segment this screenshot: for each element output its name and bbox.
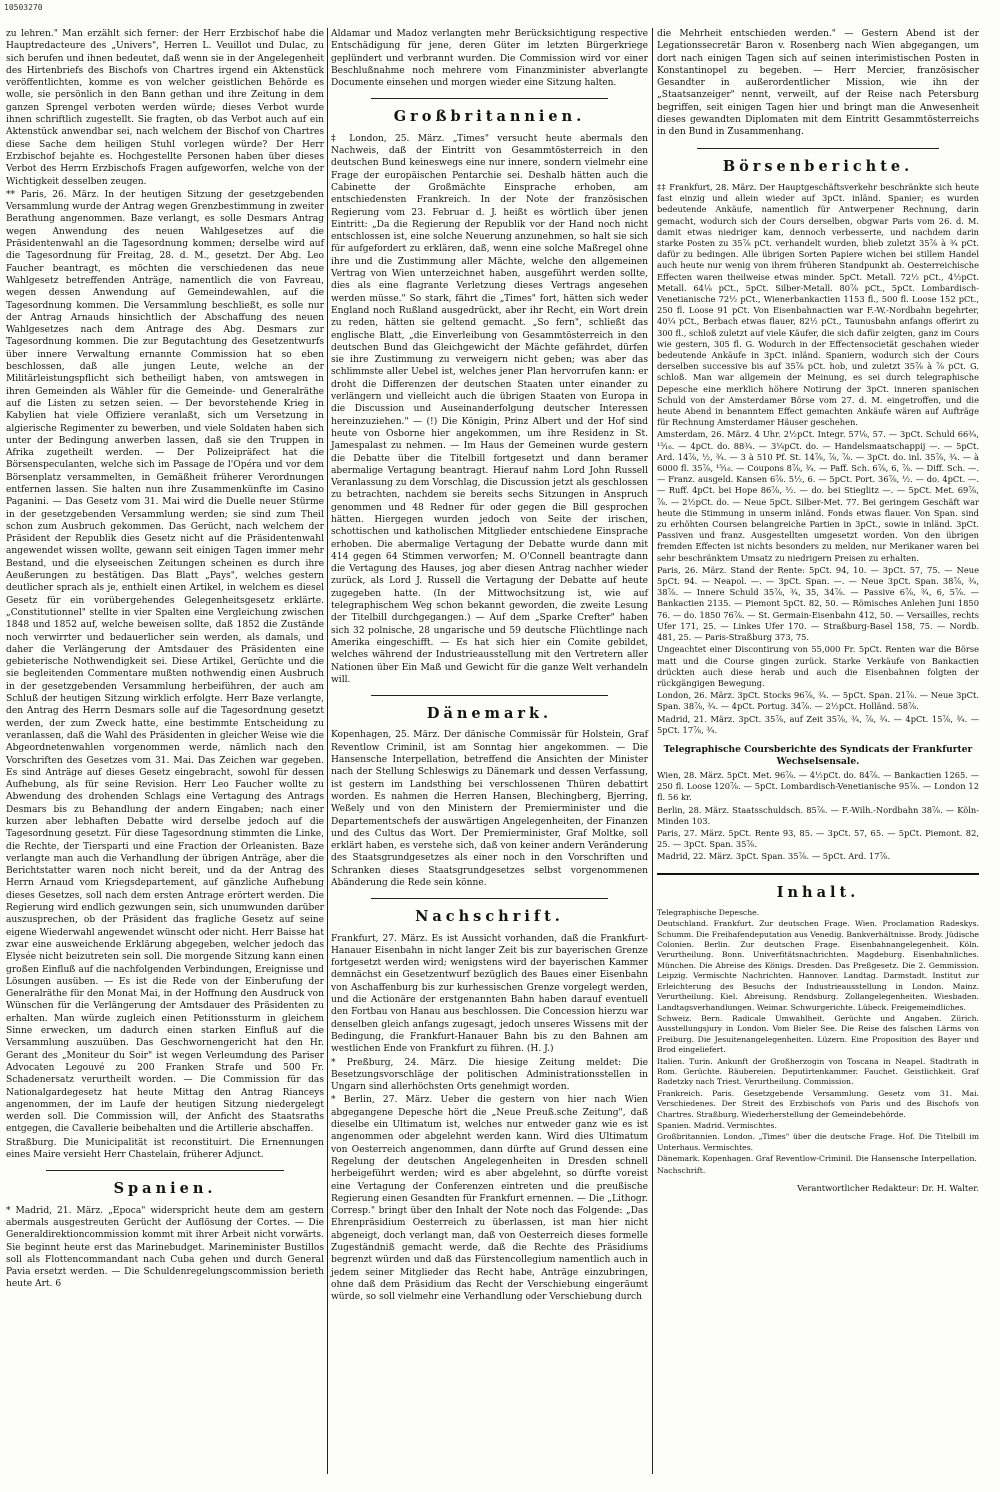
section-heading-denmark: Dänemark. bbox=[426, 705, 553, 723]
berlin-rates: Berlin, 28. März. Staatsschuldsch. 85⅞. — F.-Wilh.-Nordbahn 38⅞. — Köln-Minden 103. bbox=[657, 804, 979, 826]
column-rule-right bbox=[652, 28, 653, 1474]
section-divider bbox=[657, 873, 979, 875]
paris-rates: Paris, 27. März. 5pCt. Rente 93, 85. — 3pCt. 57, 65. — 5pCt. Piemont. 82, 25. — 3pCt. Span. 35⅞. bbox=[657, 827, 979, 850]
contents-entry: Dänemark. Kopenhagen. Graf Reventlow-Criminil. Die Hansensche Interpellation. bbox=[657, 1154, 977, 1164]
section-heading-stock-reports: Börsenberichte. bbox=[722, 157, 914, 175]
section-divider bbox=[371, 898, 608, 899]
column-1 bbox=[6, 28, 324, 1292]
paris-archbishop-paragraph: zu lehren." Man erzählt sich ferner: der Herr Erzbischof habe die Hauptredacteure des „Univers", Herren L. Veuillot und Dulac, zu sich berufen und ihnen bedeutet, daß wenn sie in der Angelegenheit des Hirtenbriefs des Bischofs von Chartres irgend ein Aktenstück veröffentlichten, komme es von welcher geistlichen Behörde es wolle, sie persönlich in den Bann gethan und ihre Zeitung in dem ganzen Sprengel verboten werden würde; dieses Verbot wurde ihnen schriftlich zugestellt. Sie fragten, ob das Verbot auch auf ein Aktenstück anwendbar sei, nach welchem der Bischof von Chartres diese Sache dem heiligen Stuhl vorlegen würde? Der Herr Erzbischof bejahte es. Hochgestellte Personen haben über dieses Verbot des Herrn Erzbischofs Fragen aufgeworfen, welche von der Wichtigkeit desselben zeugen. bbox=[6, 29, 324, 187]
contents-entry: Schweiz. Bern. Radicale Umwahlheit. Gerüchte und Angaben. Zürich. Ausstellungsjury in London. Vom Bieler See. Die Reise des falschen Lärms von Freiburg. Die Jesuitenangelegenheiten. Lüzern. Eine Proposition des Bayer und Brod eingeliefert. bbox=[657, 1013, 979, 1055]
spain-continued-paragraph: Aldamar und Madoz verlangten mehr Berücksichtigung respective Entschädigung für jene, deren Güter im letzten Bürgerkriege geplündert und verbrannt wurden. Die Commission wird vor einer Beschlußnahme noch mehrere vom Finanzminister abverlangte Documente einsehen und morgen wieder eine Sitzung halten. bbox=[331, 29, 648, 89]
copenhagen-paragraph: Kopenhagen, 25. März. Der dänische Commissär für Holstein, Graf Reventlow Criminil, ist am Sonntag hier angekommen. — Die Hansensche Interpellation, betreffend die Ansichten der Minister nach der Stellung Schleswigs zu Dänemark und dessen Verfassung, ist gestern im Landsthing bei verschlossenen Thüren debattirt worden. Es nahmen die Herren Hansen, Blechingberg, Bjerring, Weßely und von den Ministern der Premierminister und die Departementschefs der auswärtigen Angelegenheiten, der Finanzen und des Cultus das Wort. Der Premierminister, Graf Moltke, soll erklärt haben, es verstehe sich, daß von keiner andern Veränderung des Staatsgrundgesetzes als einer noch in den Vorschriften und Schranken dieses Staatsgrundgesetzes selbst vorgenommenen Abänderung die Rede sein könne. bbox=[331, 730, 648, 888]
contents-entry: Spanien. Madrid. Vermischtes. bbox=[657, 1120, 777, 1130]
frankfurt-postscript-paragraph: Frankfurt, 27. März. Es ist Aussicht vorhanden, daß die Frankfurt-Hanauer Eisenbahn in nicht langer Zeit bis zur bayerischen Grenze fortgesetzt werden wird; wenigstens wird der bayerischen Kammer demnächst ein Gesetzentwurf bezüglich des Baues einer Eisenbahn von Aschaffenburg bis zur kurhessischen Grenze vorgelegt werden, und die Actionäre der erstgenannten Bahn haben darauf eventuell den Fortbau von Hanau aus beschlossen. Die Concession hierzu war denselben gleich anfangs zugesagt, jedoch unseres Wissens mit der Bedingung, die Frankfurt-Hanauer Bahn bis zu den Bahnen am westlichen Ende von Frankfurt zu führen. (H. J.) bbox=[331, 933, 648, 1055]
paris-assembly-paragraph: ** Paris, 26. März. In der heutigen Sitzung der gesetzgebenden Versammlung wurde der Antrag wegen Grenzbestimmung in zweiter Berathung angenommen. Baze verlangt, es solle Desmars Antrag wegen Anwendung des neuen Wahlgesetzes auf die Präsidentenwahl an die Tagesordnung kommen; derselbe wird auf die Tagesordnung für Freitag, 28. d. M., gesetzt. Der Abg. Leo Faucher beantragt, es möchten die verschiedenen das neue Wahlgesetz betreffenden Anträge, namentlich die von Favreau, wegen dessen Anwendung auf Gemeindewahlen, auf die Tagesordnung kommen. Die Versammlung beschließt, es solle nur der Antrag Arnauds hinsichtlich der Abschaffung des neuen Wahlgesetzes nach dem Antrage des Abg. Desmars zur Tagesordnung kommen. Die zur Begutachtung des Gesetzentwurfs über innere Verwaltung ernannte Commission hat so eben beschlossen, daß alle jungen Leute, welche an der Militärleistungspflicht sich betheiligt haben, von amtswegen in ihren Gemeinden als Wähler für die Gemeinde- und Generalräthe auf die Listen zu setzen seien. — Der bevorstehende Krieg in Kabylien hat viele Offiziere veranlaßt, sich um Versetzung in algierische Regimenter zu bewerben, und viele Soldaten haben sich unter der Bedingung anwerben lassen, daß sie den Truppen in Afrika zugetheilt werden. — Der Polizeipräfect hat die Börsenspeculanten, welche sich im Passage de l'Opéra und vor dem Börsenplatz versammelten, in Gemäßheit früherer Verordnungen entfernen lassen. Sie halten nun ihre Zusammenkünfte im Casino Paganini. — Das Gesetz vom 31. Mai wird die Duelle neuer Stürme in der gesetzgebenden Versammlung werden; sie sind zum Theil schon zum Ausbruch gekommen. Das Gerücht, nach welchem der Präsident der Republik dies Gesetz nicht auf die Präsidentenwahl angewendet wissen wollte, gewann seit einigen Tagen immer mehr Bestand, und die elyseeischen Zeitungen scheinen es durch ihre Aeußerungen zu bestätigen. Das Blatt „Pays", welches gestern deutlicher sprach als je, enthielt einen Artikel, in welchem es diesel Gesetz für ein vorübergehendes Gelegenheitsgesetz erklärte. „Constitutionnel" stellte in vier Spalten eine Vergleichung zwischen 1848 und 1852 auf, welche beweisen sollte, daß 1852 die Zustände noch verwirrter und bedauerlicher sein werden, als damals, und daher die Verlängerung der Amtsdauer des Präsidenten eine gebieterische Nothwendigkeit sei. Diese Artikel, Gerüchte und die sie begleitenden Commentare mußten nothwendig einen Ausbruch in der gesetzgebenden Versammlung herbeiführen, der auch am Schluß der heutigen Sitzung wirklich erfolgte. Herr Baze verlangte, den Antrag des Herrn Desmars solle auf die Tagesordnung gesetzt werden, der zum Zweck hatte, eine bestimmte Entscheidung zu veranlassen, daß die Wahl des Präsidenten in gleicher Weise wie die Abgeordnetenwahlen vorgenommen werde, nämlich nach den Vorschriften des Gesetzes vom 31. Mai. Das Zeichen war gegeben. Es sind Anträge auf dieses Gesetz eingebracht, sowohl für dessen Aufhebung, als für seine Revision. Herr Leo Faucher wollte zu Abwendung des drohenden Schlags eine Vertagung des Antrags Desmars bis zu Behandlung der andern Eingaben; nach einer kurzen aber lebhaften Debatte wird derselbe jedoch auf die Tagesordnung gesetzt. Für diese Tagesordnung stimmten die Linke, die Rechte, der Tiersparti und eine Fraction der Orleanisten. Baze verlangte man auch die Verhandlung der übrigen Anträge, aber die Berichtstatter waren noch nicht bereit, und da der Antrag des Herrn Arnaud vom Kriegsdepartement, auf gänzliche Aufhebung dieses Gesetzes, soll nach dem ersten Antrage erörtert werden. Die Regierung wird endlich gezwungen sein, sich unumwunden darüber auszusprechen, ob der Präsident das fragliche Gesetz auf seine eigene Wiederwahl angewendet wünscht oder nicht. Herr Baisse hat zwar eine ausweichende Erklärung abgegeben, welcher jedoch das Elysée nicht beizutreten sein soll. Die morgende Sitzung kann einen großen Einfluß auf die nachfolgenden Verbindungen, Ereignisse und Lösungen ausüben. — Es ist die Rede von der Einberufung der Generalräthe für den Monat Mai, in der Hoffnung den Ausdruck von Wünschen für die Verlängerung der Amtsdauer des Präsidenten zu erhalten. Man würde zugleich einen Petitionssturm in gleichem Sinne erwecken, um dadurch einen starken Einfluß auf die Versammlung auszuüben. Das Geschwornengericht hat den Hr. Gerant des „Moniteur du Soir" ist wegen Verleumdung des Pariser Advocaten Legouvé zu 200 Franken Strafe und 500 Fr. Schadenersatz verurtheilt worden. — Die Commission für das Nationalgardegesetz hat heute Mittag den Antrag Rianceys angenommen, der im Laufe der heutigen Sitzung niedergelegt werden soll. Die Commission will, der Anficht des Staatsraths entgegen, die Cavallerie beibehalten und die Artillerie abschaffen. bbox=[6, 189, 324, 1135]
wien-rates: Wien, 28. März. 5pCt. Met. 96⅞. — 4½pCt. do. 84⅞. — Bankactien 1265. — 250 fl. Loose 120⅞. — 5pCt. Lombardisch-Venetianische 95⅞. — London 12 fl. 56 kr. bbox=[657, 769, 979, 803]
madrid-exchange-paragraph: Madrid, 21. März. 3pCt. 35⅞, auf Zeit 35⅞, ¾, ⅞, ¾. — 4pCt. 15⅞, ¾. — 5pCt. 17⅞, ¾. bbox=[657, 713, 979, 735]
archive-page-id: 10503270 bbox=[4, 3, 43, 12]
column-2 bbox=[331, 28, 648, 1305]
amsterdam-exchange-paragraph: Amsterdam, 26. März. 4 Uhr. 2½pCt. Integr. 57⅛, 57. — 3pCt. Schuld 66¾, ¹⁵⁄₁₆. — 4pCt. do. 88¾. — 3¼pCt. do. — Handelsmaatschappij —. — 5pCt. Ard. 14⅞, ½, ¾. — 3 à 510 Pf. St. 14⅞, ⅞, ⅞. — 3pCt. do. inl. 35⅞, ¾. — à 6000 fl. 35⅞, ¹⁵⁄₁₆. — Coupons 8⅞, ¾. — Paff. Sch. 6⅞, 6, ⅞. — Diff. Sch. —. — Franz. ausgeld. Kansen 6⅞. 5½, 6. — 5pCt. Port. 36⅞, ½. — do. 4pCt. —. — Ruff. 4pCt. bei Hope 86⅞, ½. — do. bei Stieglitz —. — 5pCt. Met. 69⅞, ⅞. — 2½pCt. do. — Neue 5pCt. Silber-Met. 77. Bei geringem Geschäft war heute die Stimmung in unserm inländ. Fonds etwas flauer. Von Span. sind zu erhöhten Coursen belangreiche Partien in 3pCt., sowie in inländ. 3pCt. Passiven und franz. Ausgestellten umgesetzt worden. Von den übrigen fremden Effecten ist nichts besonders zu melden, nur Merikaner waren bei sehr beschränktem Umsatz zu niedrigern Preisen zu erhalten. bbox=[657, 429, 979, 563]
telegraph-rates-heading: Telegraphische Coursberichte des Syndicats der Frankfurter Wechselsensale. bbox=[663, 743, 973, 767]
section-heading-great-britain: Großbritannien. bbox=[393, 108, 586, 126]
section-heading-spain: Spanien. bbox=[113, 1180, 217, 1198]
berlin-paragraph: * Berlin, 27. März. Ueber die gestern von hier nach Wien abgegangene Depesche hört die „Neue Preuß.sche Zeitung", daß dieselbe ein Ultimatum ist, welches nur entweder ganz wie es ist angenommen oder abgelehnt werden kann. Wird dies Ultimatum von Oesterreich angenommen, dann dürfte auf Grund dessen eine Regelung der deutschen Angelegenheiten in Dresden schnell herbeigeführt werden; wird es aber abgelehnt, so dürfte voreist eine Vertagung der Conferenzen eintreten und die preußische Regierung einen Gesandten für Frankfurt ernennen. — Die „Lithogr. Corresp." bringt über den Inhalt der Note noch das Folgende: „Das Ehrenpräsidium Oesterreich zu überlassen, ist man hier nicht abgeneigt, doch verlangt man, daß von Oesterreich dieses formelle Zugeständniß gemacht werde, daß die Rechte des Präsidiums begrenzt würden und daß das Fürstencollegium namentlich auch in jedem seiner Mitglieder das Recht habe, Anträge einzubringen, ohne daß dem Präsidium das Recht der Verschiebung eingeräumt würde, so soll vielmehr eine Verhandlung oder Verschiebung durch bbox=[331, 1095, 648, 1303]
paris-exchange-paragraph: Paris, 26. März. Stand der Rente: 5pCt. 94, 10. — 3pCt. 57, 75. — Neue 5pCt. 94. — Neapol. —. — 3pCt. Span. —. — Neue 3pCt. Span. 38⅞, ¾, 38⅞. — Innere Schuld 35⅞, ¾, 35, 34⅞. — Passive 6⅞, ¾, 6, 5⅞. — Bankactien 2135. — Piemont 5pCt. 82, 50. — Römisches Anlehen Juni 1850 76. — do. 1850 76⅞. — St. Germain-Eisenbahn 412, 50. — Versailles, rechts Ufer 171, 25. — Linkes Ufer 170. — Straßburg-Basel 158, 75. — Nordb. 481, 25. — Paris-Straßburg 373, 75. bbox=[657, 564, 979, 643]
contents-entry: Italien. Turin. Ankunft der Großherzogin von Toscana in Neapel. Stadtrath in Rom. Gerüchte. Räubereien. Deputirtenkammer. Fauchet. Geistlichkeit. Graf Radetzky nach Triest. Verurtheilung. Commission. bbox=[657, 1056, 979, 1087]
section-divider bbox=[371, 695, 608, 696]
contents-entry: Nachschrift. bbox=[657, 1165, 706, 1175]
berlin-continued-paragraph: die Mehrheit entschieden werden." — Gestern Abend ist der Legationssecretär Baron v. Rosenberg nach Wien abgegangen, um dort nach einigen Tagen sich auf seinen interimistischen Posten in Konstantinopel zu begeben. — Herr Mercier, französischer Gesandter in außerordentlicher Mission, wie ihn der „Staatsanzeiger" nennt, verweilt, auf der Reise nach Petersburg begriffen, seit einigen Tagen hier und bringt man die Anwesenheit dieses gewandten Diplomaten mit dem Eintritt Gesammtösterreichs in den Bund in Zusammenhang. bbox=[657, 29, 979, 138]
paris-exchange-note: Ungeachtet einer Discontirung von 55,000 Fr. 5pCt. Renten war die Börse matt und die Course gingen zurück. Starke Verkäufe von Bankactien drückten auch diese herab und auch die Eisenbahnen folgten der rückgängigen Bewegung. bbox=[657, 644, 979, 688]
pressburg-paragraph: * Preßburg, 24. März. Die hiesige Zeitung meldet: Die Besetzungsvorschläge der politischen Administrationsstellen in Ungarn sind allerhöchsten Orts genehmigt worden. bbox=[331, 1057, 648, 1093]
column-3 bbox=[657, 28, 979, 1194]
column-rule-left bbox=[327, 28, 328, 1474]
section-divider bbox=[46, 1170, 284, 1171]
section-divider bbox=[371, 98, 608, 99]
contents-entry: Telegraphische Depesche. bbox=[657, 907, 760, 917]
madrid-rates: Madrid, 22. März. 3pCt. Span. 35⅞. — 5pCt. Ard. 17⅞. bbox=[657, 851, 891, 862]
section-heading-contents: Inhalt. bbox=[776, 883, 860, 901]
frankfurt-exchange-paragraph: ‡‡ Frankfurt, 28. März. Der Hauptgeschäftsverkehr beschränkte sich heute fast einzig und allein wieder auf 3pCt. inländ. Spanier; es wurden bedeutende Ankäufe, namentlich für Antwerpener Rechnung, darin gemacht, wodurch sich der Cours derselben, obgwar Paris vom 26. d. M. damit etwas niedriger kam, dennoch verbesserte, und nachdem darin starke Posten zu 35⅞ pCt. verhandelt wurden, blieb zuletzt 35⅞ à ¾ pCt. dafür zu bedingen. Alle übrigen Sorten Papiere wichen bei stillem Handel auch heute nur wenig von ihrem früheren Standpunkt ab. Oesterreichische Effecten waren theilweise etwas minder. 5pCt. Metall. 72½ pCt., 4½pCt. Metall. 64⅛ pCt., 5pCt. Silber-Metall. 80⅞ pCt., 5pCt. Lombardisch-Venetianische 72½ pCt., Wienerbankactien 1153 fl., 500 fl. Loose 152 pCt., 250 fl. Loose 91 pCt. Von Eisenbahnactien war F.-W.-Nordbahn begehrter, 40¼ pCt., Berbach etwas flauer, 82½ pCt., Taunusbahn anfangs offerirt zu 300 fl., schloß zuletzt auf viele Käufer, die sich dafür zeigten, ganz im Cours wie gestern, 305 fl. G. Wodurch in der Effectensocietät geschahen wieder bedeutende Ankäufe in 3pCt. inländ. Spaniern, wodurch sich der Cours derselben successive bis auf 35⅞ pCt. hob, und zuletzt 35⅞ à ⅞ pCt. G. schloß. Man war allgemein der Meinung, es sei durch telegraphische Depesche eine merklich höhere Notirung der 3pCt. inneren spanischen Schuld von der Amsterdamer Börse vom 27. d. M. eingetroffen, und die heute Abend in benanntem Effect gemachten Ankäufe wären auf Aufträge für Rechnung Amsterdamer Häuser geschehen. bbox=[657, 181, 979, 428]
contents-entry: Großbritannien. London. „Times" über die deutsche Frage. Hof. Die Titelbill im Unterhaus. Vermischtes. bbox=[657, 1132, 979, 1152]
contents-entry: Frankreich. Paris. Gesetzgebende Versammlung. Gesetz vom 31. Mai. Verschiedenes. Der Streit des Erzbischofs von Paris und des Bischofs von Chartres. Straßburg. Wiederherstellung der Gemeindebehörde. bbox=[657, 1088, 979, 1119]
section-heading-postscript: Nachschrift. bbox=[415, 908, 564, 926]
london-exchange-paragraph: London, 26. März. 3pCt. Stocks 96⅞, ¾. — 5pCt. Span. 21⅞. — Neue 3pCt. Span. 38⅞, ¾. — 4pCt. Portug. 34⅞. — 2½pCt. Holländ. 58⅞. bbox=[657, 690, 979, 712]
editor-signature: Verantwortlicher Redakteur: Dr. H. Walter. bbox=[797, 1183, 979, 1193]
section-divider bbox=[697, 148, 939, 149]
contents-entry: Deutschland. Frankfurt. Zur deutschen Frage. Wien. Proclamation Radeskys. Schumm. Die Freihafendeputation aus Venedig. Bankverhältnisse. Brody. Jüdische Colonien. Berlin. Zur deutschen Frage. Eisenbahnangelegenheit. Köln. Verurtheilung. Bonn. Univerfitätsnachrichten. Magdeburg. Eisenbahnliches. München. Die Abreise des Königs. Dresden. Das Preßgesetz. Die 2. Gemmission. Leipzig. Vermischte Nachrichten. Hannover. Landtag. Darmstadt. Institut zur Erleichterung des Besuchs der Industrieausstellung in London. Mainz. Verurtheilung. Kiel. Abreisung. Rendsburg. Zollangelegenheiten. Wiesbaden. Landtagsverhandlungen. Weimar. Schwurgerichte. Lübeck. Freigemeindliches. bbox=[657, 919, 979, 1012]
madrid-paragraph: * Madrid, 21. März. „Epoca" widerspricht heute dem am gestern abermals ausgestreuten Gerücht der Auflösung der Cortes. — Die Generaldirektioncommission kommt mit ihrer Arbeit nicht vorwärts. Sie beginnt heute erst das Marinebudget. Marineminister Bustillos soll als Flottencommandant nach Cuba gehen und durch General Pavia ersetzt werden. — Die Schuldenregelungscommission berieth heute Art. 6 bbox=[6, 1205, 324, 1290]
strasbourg-paragraph: Straßburg. Die Municipalität ist reconstituirt. Die Ernennungen eines Maire versieht Herr Chastelain, früherer Adjunct. bbox=[6, 1137, 324, 1161]
london-paragraph: ‡ London, 25. März. „Times" versucht heute abermals den Nachweis, daß der Eintritt von Gesammtösterreich in den deutschen Bund keineswegs eine nur innere, sondern vielmehr eine Frage der europäischen Pentarchie sei. Deshalb hätten auch die Cabinette der Großmächte Einsprache erhoben, am entschiedensten Frankreich. In der Note der französischen Regierung vom 23. Februar d. J. heißt es wörtlich über jenen Eintritt: „Da die Regierung der Republik vor der Hand noch nicht entschlossen ist, eine solche Neuerung anzunehmen, so halt sie sich für aufgefordert zu erklären, daß, wenn eine solche Maßregel ohne ihre und die Zustimmung aller Mächte, welche den allgemeinen Vertrag von Wien unterzeichnet haben, ausgeführt werden sollte, dies als eine flagrante Verletzung dieses Vertrags angesehen werden müsse." So stark, fährt die „Times" fort, hätten sich weder England noch Rußland ausgedrückt, aber ihr Recht, ein Wort drein zu reden, hätten sie geltend gemacht. „So fern", schließt das englische Blatt, „die Einverleibung von Gesammtösterreich in den deutschen Bund das Gleichgewicht der Mächte gefährdet, dürfen sie ihre Zustimmung zu verweigern nicht geben; was aber das schlimmste aller Uebel ist, welches jener Plan hervorrufen kann: er droht die Differenzen der deutschen Staaten unter einander zu verlängern und vielleicht auch die übrigen Staaten von Europa in die Discussion und Auseinanderfolgung deutscher Interessen hereinzuziehen." — (!) Die Königin, Prinz Albert und der Hof sind heute von Osborne hier angekommen, um ihre Residenz in St. Jamespalast zu nehmen. — Im Haus der Gemeinen wurde gestern die Debatte über die Titelbill fortgesetzt und dann beramer abermalige Vertagung beantragt. Hierauf nahm Lord John Russell Veranlassung zu dem Vorschlag, die Discussion jetzt als geschlossen zu betrachten, nachdem sie bereits sechs Sitzungen in Anspruch genommen und 48 Redner für oder gegen die Bill gesprochen hätten. Hiergegen wurden jedoch von Seite der irischen, schottischen und katholischen Mitglieder entschiedene Einsprache erhoben. Die abermalige Vertagung der Debatte wurde dann mit 414 gegen 64 Stimmen verworfen; M. O'Connell beantragte dann die Vertagung des Hauses, jog aber diesen Antrag nachher wieder zurück, als Lord J. Russell die Vertagung der Debatte auf heute zugegeben hatte. (In der Mittwochsitzung ist, wie auf telegraphischem Weg schon bekannt geworden, die zweite Lesung der Titelbill durchgegangen.) — Auf dem „Sparke Crefter" haben sich 32 polnische, 28 ungarische und 59 deutsche Flüchtlinge nach Amerika eingeschifft. — Es hat sich hier ein Comite gebildet, welches während der Industrieausstellung mit den Vertretern aller Nationen über Ein Maß und Gewicht für die ganze Welt verhandeln will. bbox=[331, 133, 648, 685]
